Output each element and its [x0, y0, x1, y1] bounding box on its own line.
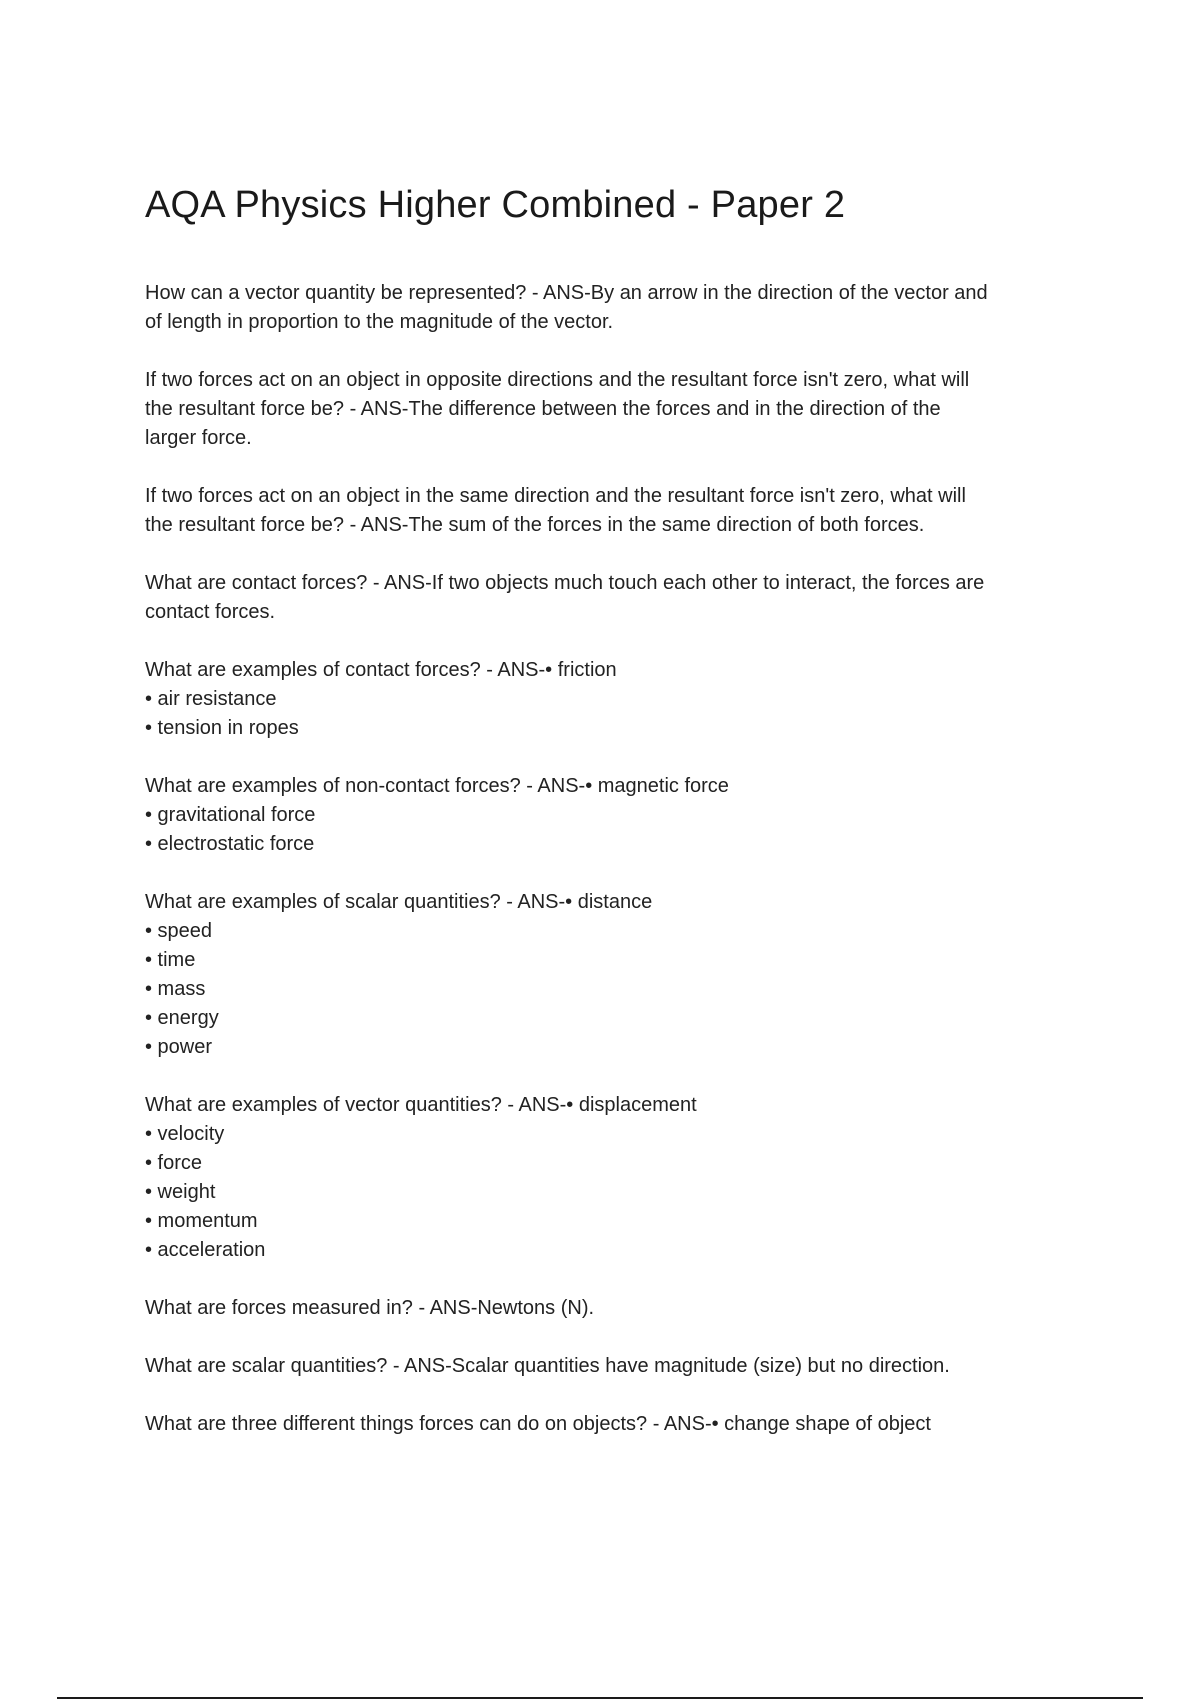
qa-text-line: If two forces act on an object in the same direction and the resultant force isn't zero, what will: [145, 485, 966, 507]
qa-text-line: If two forces act on an object in opposite directions and the resultant force isn't zero, what will: [145, 369, 970, 391]
bullet-item: • electrostatic force: [145, 833, 315, 855]
bullet-item: • velocity: [145, 1123, 225, 1145]
qa-text-line: What are examples of vector quantities? - ANS-• displacement: [145, 1094, 697, 1116]
qa-text-line: What are scalar quantities? - ANS-Scalar quantities have magnitude (size) but no direction.: [145, 1355, 950, 1377]
qa-item: [145, 888, 1085, 1062]
bullet-item: • time: [145, 949, 196, 971]
bullet-item: • force: [145, 1152, 203, 1174]
qa-item: [145, 772, 1085, 859]
qa-item: [145, 1091, 1085, 1265]
bullet-item: • tension in ropes: [145, 717, 299, 739]
footer-divider: [57, 1697, 1143, 1699]
qa-text-line: What are three different things forces can do on objects? - ANS-• change shape of object: [145, 1413, 931, 1435]
qa-item: [145, 1410, 1085, 1439]
qa-text-line: What are examples of non-contact forces? - ANS-• magnetic force: [145, 775, 729, 797]
qa-text-line: the resultant force be? - ANS-The sum of the forces in the same direction of both forces.: [145, 514, 925, 536]
qa-text-line: What are examples of scalar quantities? - ANS-• distance: [145, 891, 653, 913]
qa-text-line: contact forces.: [145, 601, 276, 623]
qa-item: [145, 1294, 1085, 1323]
qa-text-line: How can a vector quantity be represented? - ANS-By an arrow in the direction of the vector and: [145, 282, 988, 304]
bullet-item: • mass: [145, 978, 206, 1000]
bullet-item: • power: [145, 1036, 213, 1058]
bullet-item: • acceleration: [145, 1239, 266, 1261]
bullet-item: • air resistance: [145, 688, 277, 710]
qa-text-line: larger force.: [145, 427, 252, 449]
bullet-item: • speed: [145, 920, 213, 942]
qa-item: [145, 482, 1085, 540]
qa-list: [145, 279, 1085, 1468]
bullet-item: • energy: [145, 1007, 219, 1029]
qa-item: [145, 1352, 1085, 1381]
bullet-item: • gravitational force: [145, 804, 316, 826]
document-title: AQA Physics Higher Combined - Paper 2: [145, 184, 846, 226]
bullet-item: • weight: [145, 1181, 216, 1203]
bullet-item: • momentum: [145, 1210, 258, 1232]
qa-text-line: What are contact forces? - ANS-If two objects much touch each other to interact, the forces are: [145, 572, 985, 594]
qa-text-line: the resultant force be? - ANS-The difference between the forces and in the direction of the: [145, 398, 941, 420]
qa-text-line: What are forces measured in? - ANS-Newtons (N).: [145, 1297, 595, 1319]
qa-item: [145, 279, 1085, 337]
qa-item: [145, 366, 1085, 453]
qa-item: [145, 656, 1085, 743]
qa-text-line: of length in proportion to the magnitude of the vector.: [145, 311, 614, 333]
qa-item: [145, 569, 1085, 627]
qa-text-line: What are examples of contact forces? - ANS-• friction: [145, 659, 617, 681]
